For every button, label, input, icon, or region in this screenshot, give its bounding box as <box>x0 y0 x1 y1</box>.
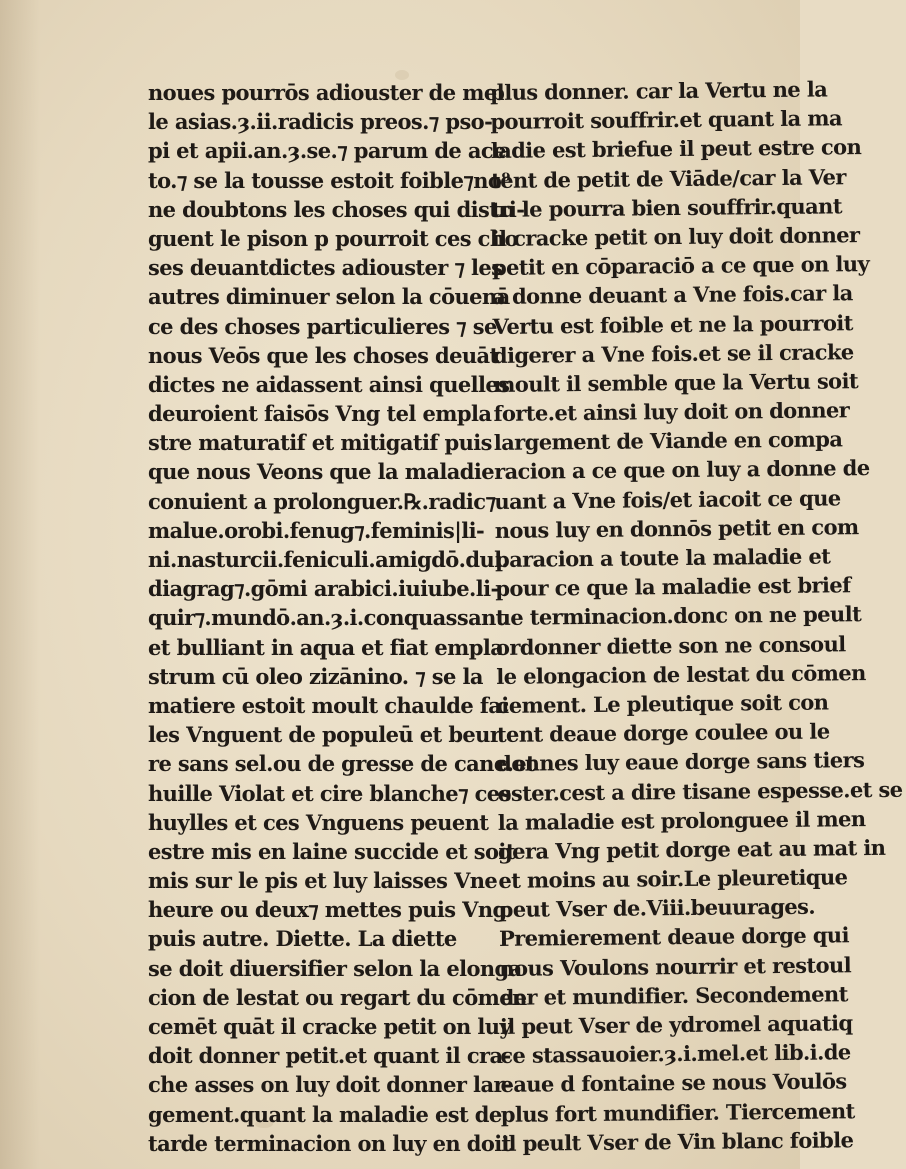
text-line: guent le pison p pourroit ces cho <box>148 225 518 251</box>
text-line: puis autre. Diette. La diette <box>148 926 457 952</box>
text-line: pour ce que la maladie est brief <box>495 572 851 602</box>
text-line: ses deuantdictes adiouster ⁊ les <box>148 255 503 281</box>
text-line: oster.cest a dire tisane espesse.et se <box>497 776 903 806</box>
text-line: paracion a toute la maladie et <box>494 543 831 572</box>
text-line: donnes luy eaue dorge sans tiers <box>497 747 865 777</box>
text-line: ladie est briefue il peut estre con <box>490 134 862 164</box>
text-line: doit donner petit.et quant il cra- <box>148 1043 511 1069</box>
text-line: racion a ce que on luy a donne de <box>493 455 870 485</box>
text-line: deuroient faisōs Vng tel empla <box>148 401 492 427</box>
text-line: gement.quant la maladie est de <box>148 1101 502 1127</box>
text-line: et bulliant in aqua et fiat empla <box>148 634 504 660</box>
text-line: strum cū oleo zizānino. ⁊ se la <box>148 663 483 689</box>
text-line: quir⁊.mundō.an.ȝ.i.conquassant <box>148 605 505 631</box>
text-line: petit en cōparaciō a ce que on luy <box>491 251 870 281</box>
text-line: uant a Vne fois/et iacoit ce que <box>494 484 841 514</box>
text-line: Premierement deaue dorge qui <box>498 922 850 952</box>
text-line: forte.et ainsi luy doit on donner <box>493 397 850 427</box>
text-line: nous Veōs que les choses deuāt <box>148 342 499 368</box>
text-column-left <box>148 78 536 1158</box>
text-line: nous luy en donnōs petit en com <box>494 513 859 543</box>
text-line: tent de petit de Viāde/car la Ver <box>490 163 846 193</box>
text-line: huylles et ces Vnguens peuent <box>148 809 489 835</box>
text-column-right <box>490 75 903 1158</box>
text-line: a donne deuant a Vne fois.car la <box>492 280 853 310</box>
text-line: re sans sel.ou de gresse de cane.et <box>148 751 536 777</box>
text-line: huille Violat et cire blanche⁊ ces <box>148 780 511 806</box>
text-line: ce stassauoier.ȝ.i.mel.et lib.i.de <box>500 1039 851 1069</box>
text-line: cement. Le pleutique soit con <box>496 689 829 718</box>
text-line: pourroit souffrir.et quant la ma <box>490 105 843 135</box>
text-line: que nous Veons que la maladie <box>148 459 494 485</box>
text-line: ordonner diette son ne consoul <box>495 630 846 660</box>
text-line: le elongacion de lestat du cōmen <box>496 659 866 689</box>
text-line: stre maturatif et mitigatif puis <box>148 430 492 456</box>
text-line: plus fort mundifier. Tiercement <box>500 1097 855 1127</box>
text-line: cion de lestat ou regart du cōmen <box>148 984 527 1010</box>
text-line: malue.orobi.fenug⁊.feminis|li- <box>148 517 485 543</box>
page-gutter-shadow <box>0 0 40 1169</box>
text-line: plus donner. car la Vertu ne la <box>490 76 828 105</box>
text-line: gera Vng petit dorge eat au mat in <box>497 834 886 864</box>
text-line: largement de Viande en compa <box>493 426 843 456</box>
text-line: dictes ne aidassent ainsi quelles <box>148 371 510 397</box>
text-line: ue terminacion.donc on ne peult <box>495 601 862 631</box>
text-line: cemēt quāt il cracke petit on luy <box>148 1014 512 1039</box>
text-line: eaue d fontaine se nous Voulōs <box>500 1068 847 1098</box>
text-line: ne doubtons les choses qui distri- <box>148 196 525 222</box>
text-line: che asses on luy doit donner lar- <box>148 1072 513 1098</box>
text-line: il cracke petit on luy doit donner <box>491 222 860 251</box>
text-line: les Vnguent de populeū et beur <box>148 722 501 748</box>
text-line: tent deaue dorge coulee ou le <box>496 718 830 748</box>
text-line: diagrag⁊.gōmi arabici.iuiube.li- <box>148 576 499 602</box>
text-line: tu le pourra bien souffrir.quant <box>491 193 843 222</box>
text-line: peut Vser de.Viii.beuurages. <box>498 893 816 923</box>
text-line: mis sur le pis et luy laisses Vne <box>148 868 498 894</box>
text-line: il peult Vser de Vin blanc foible <box>501 1127 854 1156</box>
text-line: autres diminuer selon la cōuenā <box>148 284 510 310</box>
text-line: nous Voulons nourrir et restoul <box>499 951 852 981</box>
text-line: se doit diuersifier selon la elonga <box>148 955 522 981</box>
text-line: et moins au soir.Le pleuretique <box>498 864 848 894</box>
text-line: moult il semble que la Vertu soit <box>493 368 859 397</box>
text-line: Vertu est foible et ne la pourroit <box>492 309 853 339</box>
text-line: le asias.ȝ.ii.radicis preos.⁊ pso- <box>148 109 493 135</box>
text-line: pi et apii.an.ȝ.se.⁊ parum de ace <box>148 138 506 164</box>
text-line: tarde terminacion on luy en doit <box>148 1130 511 1156</box>
text-line: ni.nasturcii.feniculi.amigdō.dul. <box>148 547 509 572</box>
text-line: matiere estoit moult chaulde fai <box>148 692 509 718</box>
text-line: heure ou deux⁊ mettes puis Vng <box>148 897 507 923</box>
text-line: la maladie est prolonguee il men <box>497 805 866 835</box>
text-line: ce des choses particulieres ⁊ se <box>148 313 497 339</box>
text-line: estre mis en laine succide et soit <box>148 838 515 864</box>
text-line: conuient a prolonguer.℞.radic⁊ <box>148 488 496 514</box>
text-line: noues pourrōs adiouster de mel <box>148 80 504 105</box>
text-line: digerer a Vne fois.et se il cracke <box>492 338 854 368</box>
text-line: il peut Vser de ydromel aquatiq <box>499 1010 853 1039</box>
text-line: der et mundifier. Secondement <box>499 981 848 1010</box>
text-line: to.⁊ se la tousse estoit foible⁊no⁹ <box>148 167 510 193</box>
